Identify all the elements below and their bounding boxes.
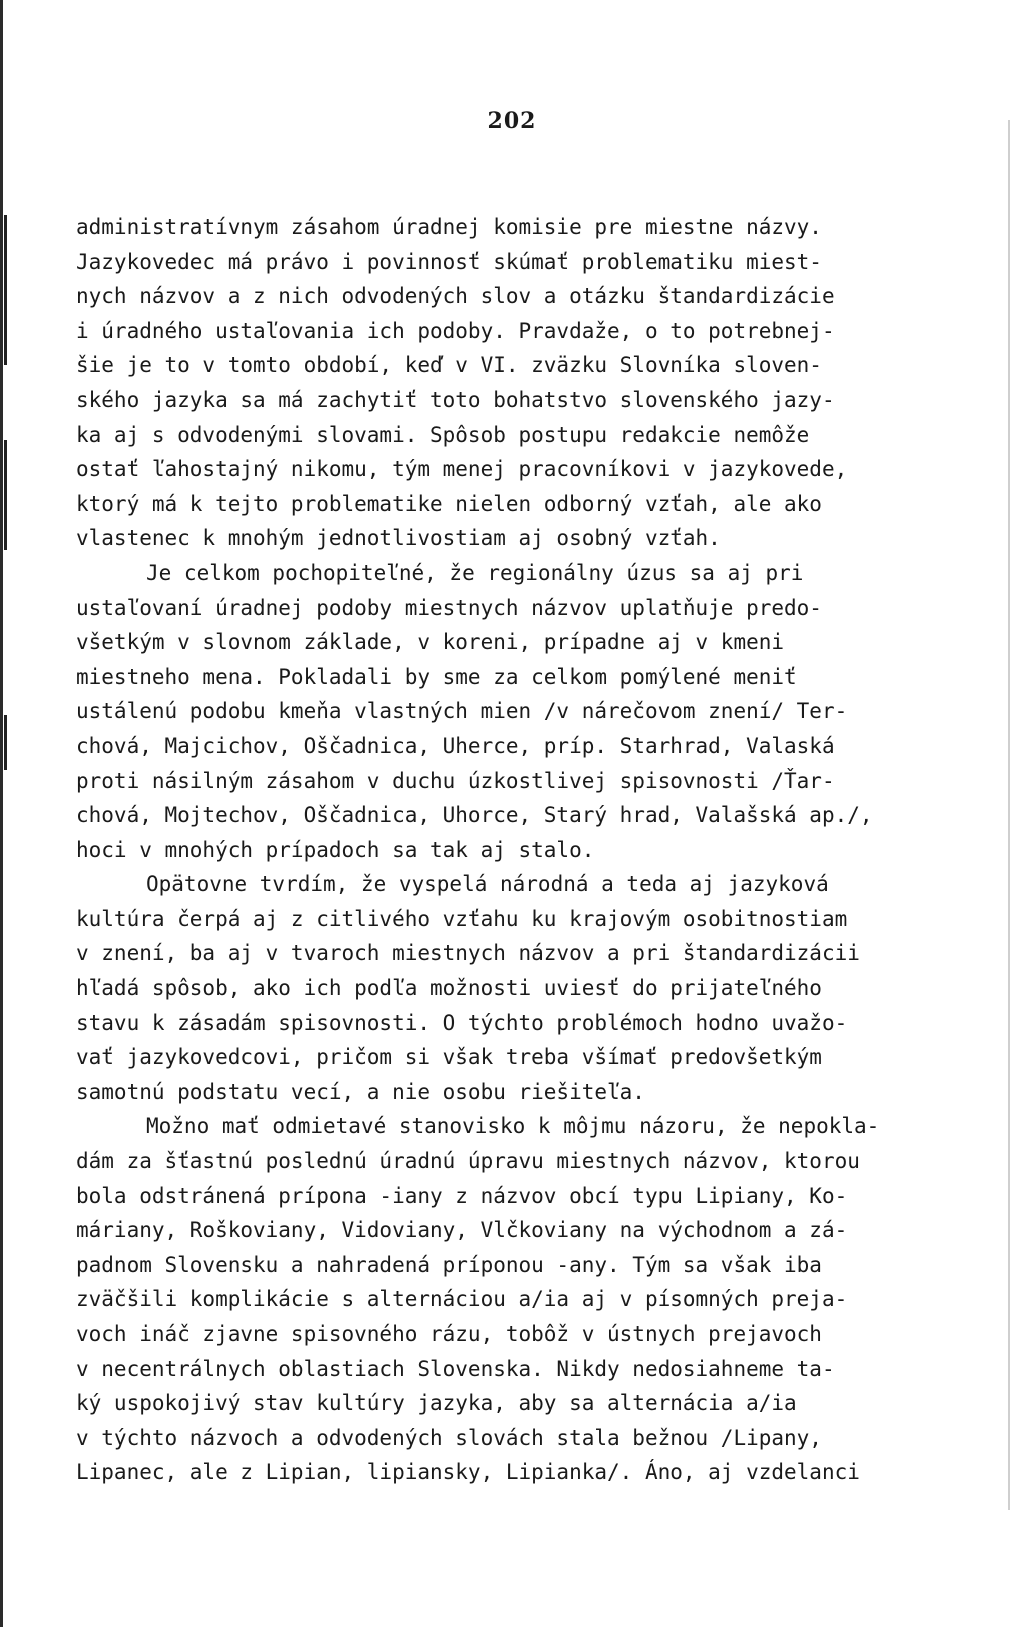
text-line: Opätovne tvrdím, že vyspelá národná a teda aj jazyková [146, 872, 829, 897]
text-line: administratívnym zásahom úradnej komisie pre miestne názvy. [76, 215, 822, 239]
text-line: nych názvov a z nich odvodených slov a otázku štandardizácie [76, 284, 835, 309]
text-line: vať jazykovedcovi, pričom si však treba všímať predovšetkým [76, 1045, 822, 1070]
text-line: ký uspokojivý stav kultúry jazyka, aby sa alternácia a/ia [76, 1391, 797, 1416]
text-line: ského jazyka sa má zachytiť toto bohatstvo slovenského jazy- [76, 387, 835, 412]
text-line: dám za šťastnú poslednú úradnú úpravu miestnych názvov, ktorou [76, 1149, 860, 1174]
text-line: proti násilným zásahom v duchu úzkostlivej spisovnosti /Ťar- [76, 768, 835, 793]
text-line: Je celkom pochopiteľné, že regionálny úzus sa aj pri [146, 560, 804, 585]
margin-mark [4, 215, 7, 365]
margin-mark [4, 715, 7, 770]
scan-edge-left [0, 0, 3, 1627]
text-line: chová, Majcichov, Oščadnica, Uherce, príp. Starhrad, Valaská [76, 733, 835, 758]
text-line: Možno mať odmietavé stanovisko k môjmu názoru, že nepokla- [146, 1114, 880, 1139]
text-line: zväčšili komplikácie s alternáciou a/ia aj v písomných preja- [76, 1287, 848, 1312]
text-line: padnom Slovensku a nahradená príponou -any. Tým sa však iba [76, 1252, 822, 1277]
text-line: i úradného ustaľovania ich podoby. Pravdaže, o to potrebnej- [76, 318, 835, 343]
text-line: ustálenú podobu kmeňa vlastných mien /v nárečovom znení/ Ter- [76, 699, 848, 724]
text-line: miestneho mena. Pokladali by sme za celkom pomýlené meniť [76, 664, 797, 689]
text-line: v týchto názvoch a odvodených slovách stala bežnou /Lipany, [76, 1425, 822, 1450]
text-line: hoci v mnohých prípadoch sa tak aj stalo. [76, 837, 595, 862]
text-line: chová, Mojtechov, Oščadnica, Uhorce, Starý hrad, Valašská ap./, [76, 803, 873, 828]
text-line: ostať ľahostajný nikomu, tým menej pracovníkovi v jazykovede, [76, 457, 848, 482]
text-line: voch ináč zjavne spisovného rázu, tobôž v ústnych prejavoch [76, 1322, 822, 1346]
text-line: v znení, ba aj v tvaroch miestnych názvov a pri štandardizácii [76, 941, 860, 966]
text-line: Jazykovedec má právo i povinnosť skúmať problematiku miest- [76, 249, 822, 274]
text-line: kultúra čerpá aj z citlivého vzťahu ku krajovým osobitnostiam [76, 906, 848, 931]
text-line: šie je to v tomto období, keď v VI. zväzku Slovníka sloven- [76, 353, 822, 378]
text-line: bola odstránená prípona -iany z názvov obcí typu Lipiany, Ko- [76, 1183, 848, 1208]
text-line: ka aj s odvodenými slovami. Spôsob postupu redakcie nemôže [76, 422, 810, 447]
text-line: máriany, Roškoviany, Vidoviany, Vlčkoviany na východnom a zá- [76, 1218, 848, 1243]
text-line: v necentrálnych oblastiach Slovenska. Nikdy nedosiahneme ta- [76, 1356, 835, 1381]
text-line: stavu k zásadám spisovnosti. O týchto problémoch hodno uvažo- [76, 1010, 848, 1035]
text-line: hľadá spôsob, ako ich podľa možnosti uviesť do prijateľného [76, 976, 822, 1001]
text-line: ustaľovaní úradnej podoby miestnych názvov uplatňuje predo- [76, 595, 822, 620]
margin-mark [4, 440, 7, 550]
text-line: vlastenec k mnohým jednotlivostiam aj osobný vzťah. [76, 526, 721, 551]
text-line: všetkým v slovnom základe, v koreni, prípadne aj v kmeni [76, 630, 785, 655]
document-text [76, 210, 991, 1490]
text-line: samotnú podstatu vecí, a nie osobu riešiteľa. [76, 1079, 645, 1104]
scan-edge-right [1008, 120, 1010, 1510]
page-number: 202 [487, 108, 537, 134]
text-line: ktorý má k tejto problematike nielen odborný vzťah, ale ako [76, 491, 822, 516]
text-line: Lipanec, ale z Lipian, lipiansky, Lipianka/. Áno, aj vzdelanci [76, 1460, 860, 1485]
